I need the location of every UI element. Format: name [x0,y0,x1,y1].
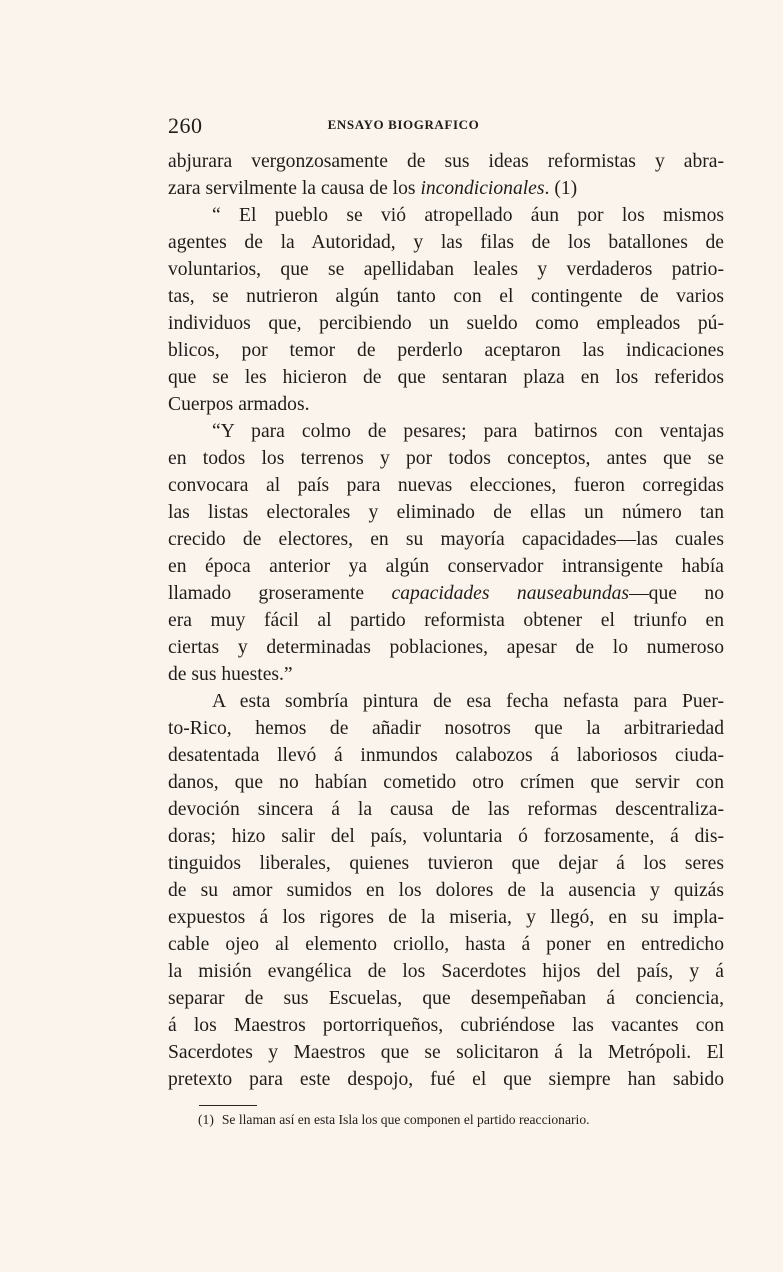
footnote [198,1112,590,1128]
text-line: separar de sus Escuelas, que desempeñaban á conciencia, [168,988,724,1009]
text-line: “ El pueblo se vió atropellado áun por los mismos [212,205,724,226]
text-line: voluntarios, que se apellidaban leales y verdaderos patrio- [168,259,724,280]
text-line: expuestos á los rigores de la miseria, y llegó, en su impla- [168,907,724,928]
text-line: tinguidos liberales, quienes tuvieron que dejar á los seres [168,853,724,874]
text-line: agentes de la Autoridad, y las filas de los batallones de [168,232,724,253]
text-line: convocara al país para nuevas elecciones, fueron corregidas [168,475,724,496]
text-line: á los Maestros portorriqueños, cubriéndose las vacantes con [168,1015,724,1036]
text-line: devoción sincera á la causa de las reformas descentraliza- [168,799,724,820]
footnote-mark: (1) [198,1112,214,1127]
footnote-divider [199,1105,257,1106]
text-line: cable ojeo al elemento criollo, hasta á poner en entredicho [168,934,724,955]
text-line: ciertas y determinadas poblaciones, apesar de lo numeroso [168,637,724,658]
italic-term: capacidades nauseabundas [391,583,630,604]
text-line: la misión evangélica de los Sacerdotes hijos del país, y á [168,961,724,982]
text-line: desatentada llevó á inmundos calabozos á laboriosos ciuda- [168,745,724,766]
text-line: A esta sombría pintura de esa fecha nefasta para Puer- [212,691,724,712]
text-line: Sacerdotes y Maestros que se solicitaron á la Metrópoli. El [168,1042,724,1063]
text-line: en todos los terrenos y por todos conceptos, antes que se [168,448,724,469]
text-line: pretexto para este despojo, fué el que siempre han sabido [168,1069,724,1090]
text-line: danos, que no habían cometido otro crímen que servir con [168,772,724,793]
text-line: era muy fácil al partido reformista obtener el triunfo en [168,610,724,631]
text-span: —que no [629,583,724,604]
running-head: ENSAYO BIOGRAFICO [327,117,480,132]
text-line: individuos que, percibiendo un sueldo como empleados pú- [168,313,724,334]
text-line: doras; hizo salir del país, voluntaria ó forzosamente, á dis- [168,826,724,847]
text-line: en época anterior ya algún conservador intransigente había [168,556,724,577]
text-line: blicos, por temor de perderlo aceptaron las indicaciones [168,340,724,361]
footnote-reference: . (1) [544,178,578,199]
body-text [168,148,724,1093]
text-span: zara servilmente la causa de los [168,178,421,199]
text-line: de su amor sumidos en los dolores de la ausencia y quizás [168,880,724,901]
text-line: de sus huestes.” [168,664,293,685]
text-line: las listas electorales y eliminado de ellas un número tan [168,502,724,523]
text-line: to-Rico, hemos de añadir nosotros que la arbitrariedad [168,718,724,739]
text-line: crecido de electores, en su mayoría capacidades—las cuales [168,529,724,550]
footnote-text: Se llaman así en esta Isla los que componen el partido reaccionario. [221,1112,590,1127]
text-line: Cuerpos armados. [168,394,310,415]
text-line: “Y para colmo de pesares; para batirnos con ventajas [212,421,724,442]
text-line: abjurara vergonzosamente de sus ideas reformistas y abra- [168,151,724,172]
text-line: tas, se nutrieron algún tanto con el contingente de varios [168,286,724,307]
text-line [168,175,724,202]
text-span: llamado groseramente [168,583,392,604]
page-number: 260 [168,113,203,138]
text-line: que se les hicieron de que sentaran plaza en los referidos [168,367,724,388]
italic-term: incondicionales [420,178,545,199]
text-line [168,580,724,607]
